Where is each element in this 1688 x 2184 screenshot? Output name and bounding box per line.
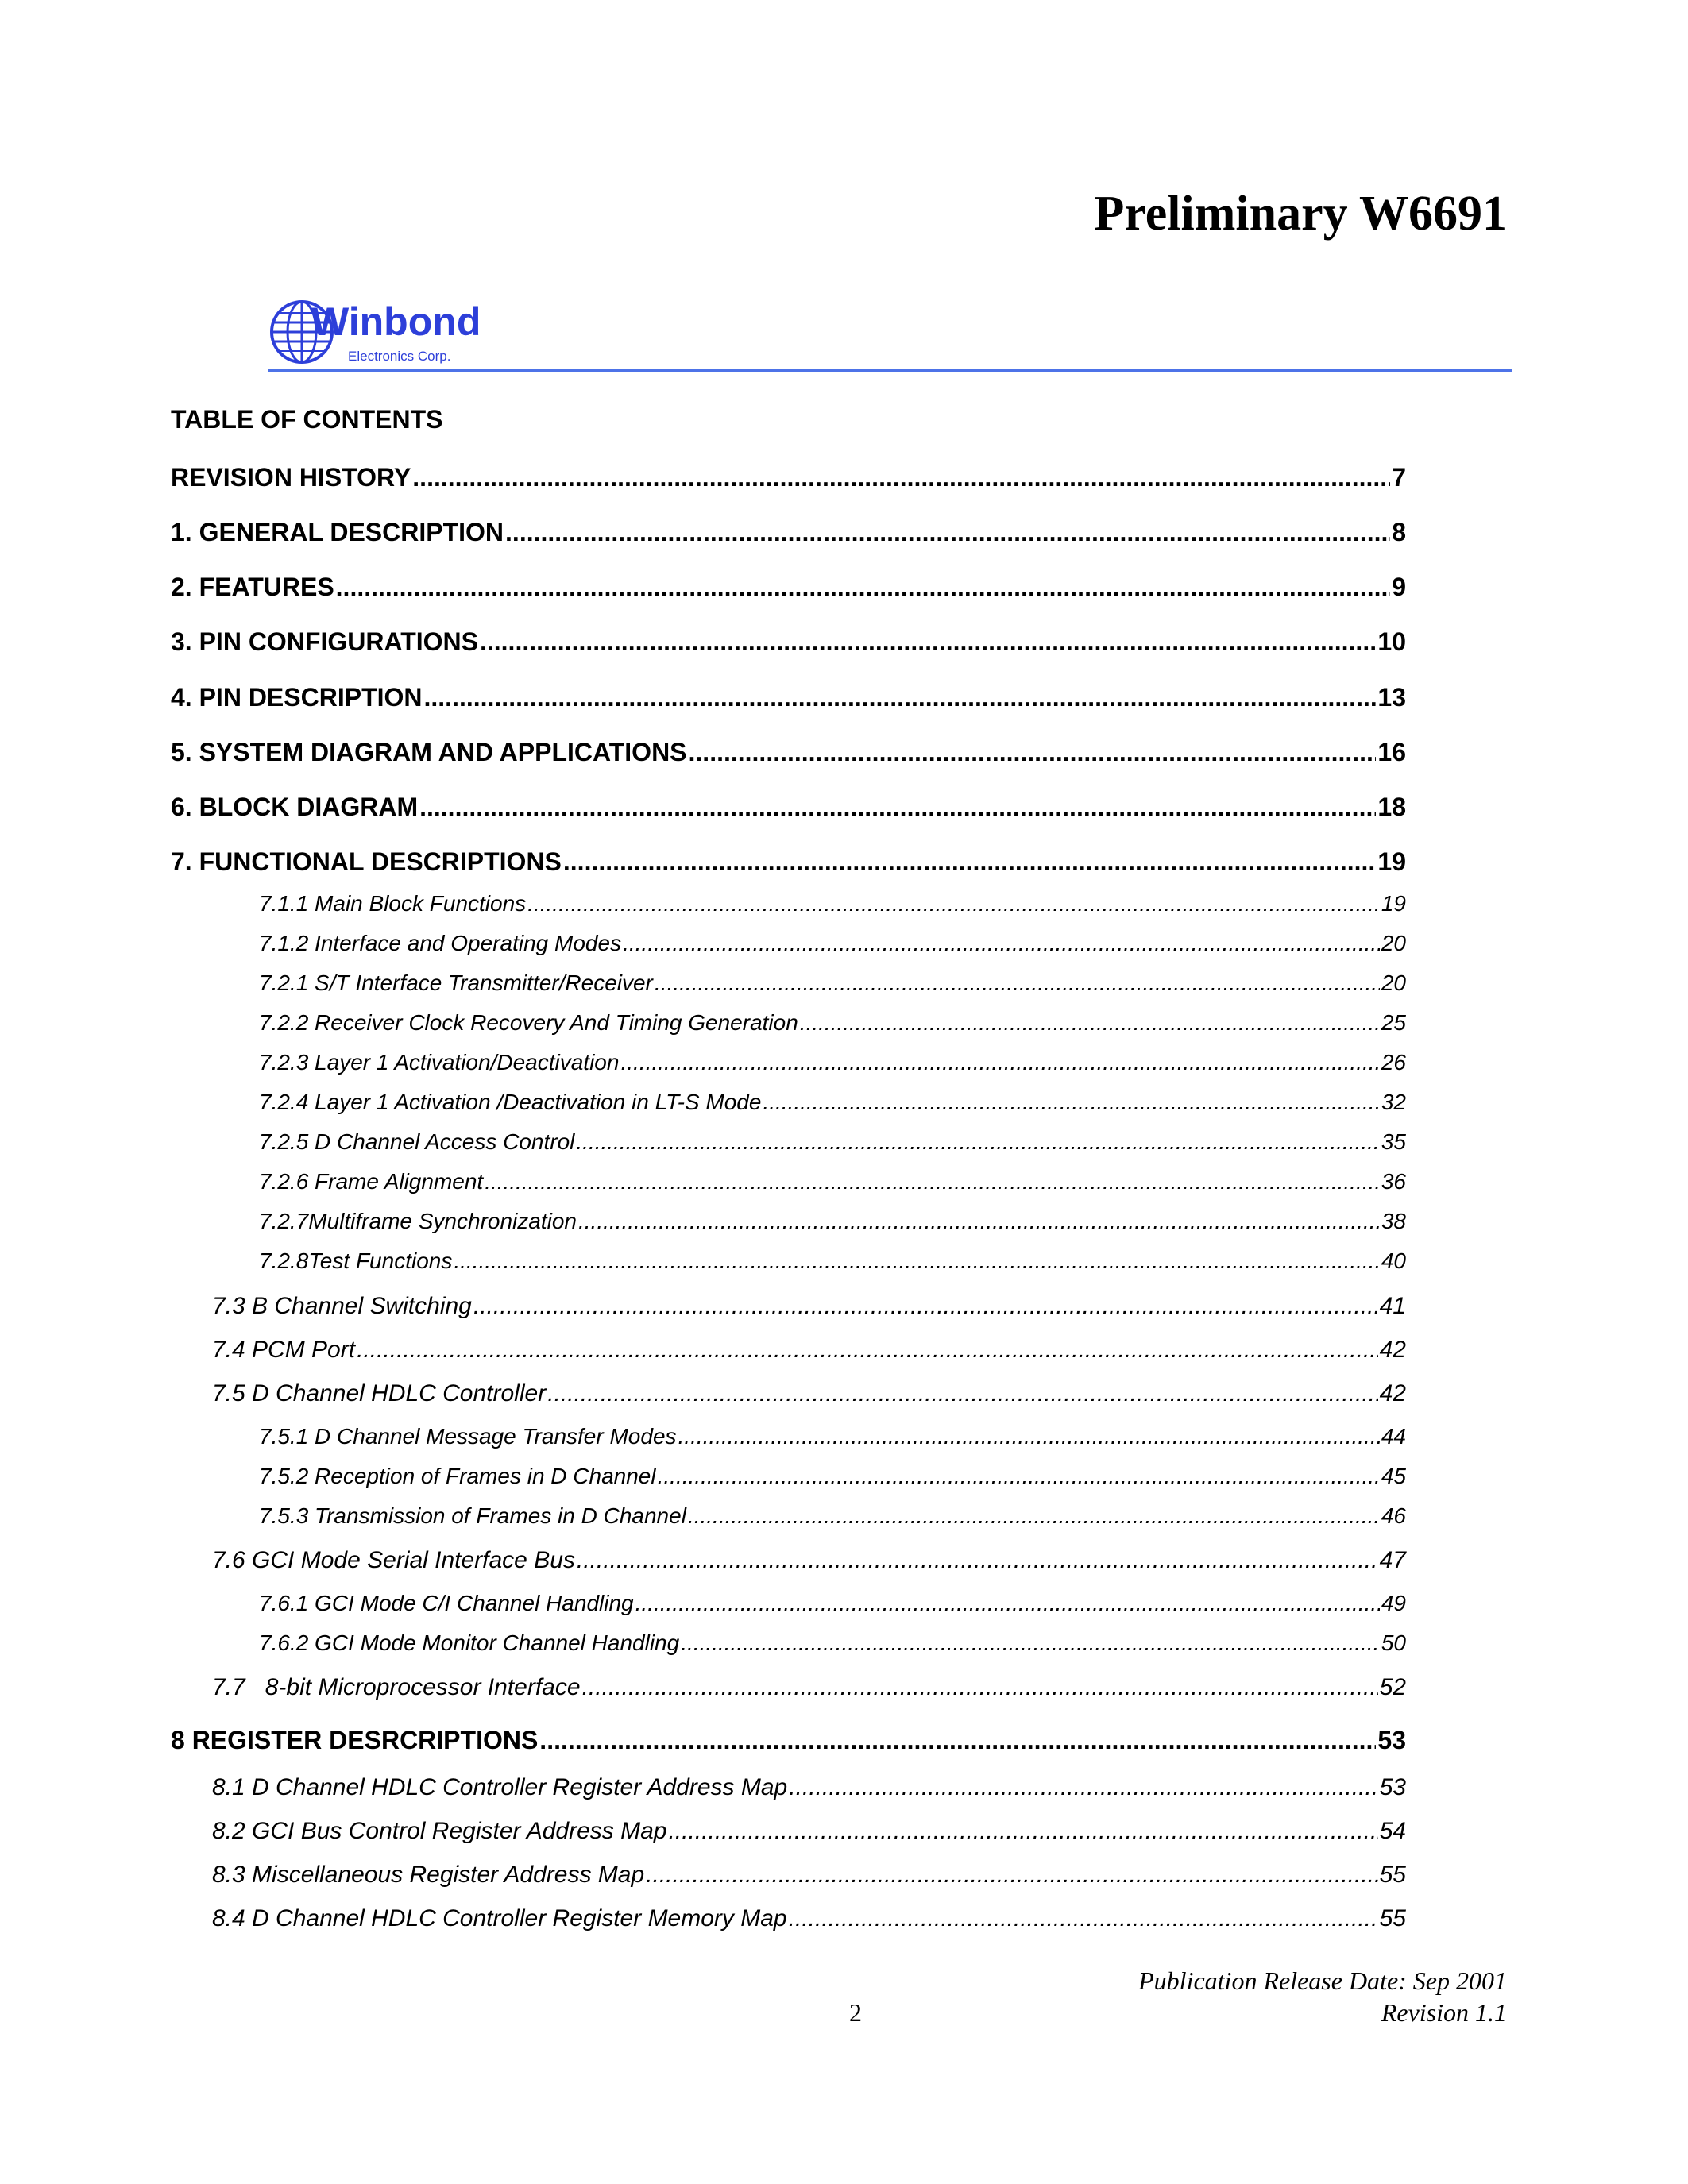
toc-entry-label: 7.4 PCM Port <box>212 1337 356 1363</box>
toc-entry-label: 4. PIN DESCRIPTION <box>171 683 423 712</box>
toc-entry-label: 1. GENERAL DESCRIPTION <box>171 518 504 546</box>
toc-entry-label: 7.5 D Channel HDLC Controller <box>212 1380 547 1406</box>
toc-entry-label: 8.4 D Channel HDLC Controller Register Memory Map <box>212 1905 787 1931</box>
toc-entry-label: 7.2.5 D Channel Access Control <box>259 1129 575 1154</box>
toc-dot-leader <box>336 573 1391 602</box>
toc-entry-label: 8 REGISTER DESRCRIPTIONS <box>171 1726 539 1754</box>
toc-entry-label: 7.2.3 Layer 1 Activation/Deactivation <box>259 1050 620 1075</box>
toc-entry-page: 54 <box>1379 1818 1406 1844</box>
toc-entry-label: 7.2.4 Layer 1 Activation /Deactivation in LT-S Mode <box>259 1090 762 1114</box>
toc-entry[interactable] <box>212 1293 1406 1320</box>
toc-entry[interactable] <box>259 1503 1406 1529</box>
logo-subtitle: Electronics Corp. <box>348 349 451 364</box>
toc-entry-label: 7.2.7Multiframe Synchronization <box>259 1209 577 1233</box>
toc-dot-leader <box>539 1726 1376 1755</box>
toc-entry[interactable] <box>171 463 1406 492</box>
toc-entry-page: 55 <box>1379 1905 1406 1931</box>
toc-dot-leader <box>678 1424 1380 1449</box>
toc-entry-page: 18 <box>1377 793 1406 821</box>
toc-entry-page: 41 <box>1379 1293 1406 1319</box>
toc-entry-label: 7.1.2 Interface and Operating Modes <box>259 931 622 955</box>
toc-entry-page: 26 <box>1381 1050 1406 1075</box>
toc-entry[interactable] <box>259 931 1406 956</box>
toc-dot-leader <box>789 1905 1378 1932</box>
toc-entry-label: 3. PIN CONFIGURATIONS <box>171 627 478 656</box>
toc-entry-label: 6. BLOCK DIAGRAM <box>171 793 419 821</box>
toc-entry-label: 8.1 D Channel HDLC Controller Register Address Map <box>212 1774 788 1800</box>
document-title: Preliminary W6691 <box>1094 187 1507 241</box>
toc-entry-label: 7.2.2 Receiver Clock Recovery And Timing Generation <box>259 1010 798 1035</box>
toc-entry-page: 9 <box>1392 573 1406 601</box>
toc-dot-leader <box>623 931 1380 956</box>
toc-entry[interactable] <box>259 1090 1406 1115</box>
toc-entry-page: 35 <box>1381 1129 1406 1154</box>
toc-entry-page: 44 <box>1381 1424 1406 1449</box>
toc-entry[interactable] <box>171 683 1406 712</box>
toc-entry-label: 7.5.1 D Channel Message Transfer Modes <box>259 1424 677 1449</box>
revision-label: Revision 1.1 <box>1381 1998 1507 2027</box>
toc-entry-label: 2. FEATURES <box>171 573 334 601</box>
toc-entry-label: 7.6.2 GCI Mode Monitor Channel Handling <box>259 1630 680 1655</box>
toc-dot-leader <box>424 683 1377 712</box>
toc-entry[interactable] <box>259 1630 1406 1656</box>
toc-entry[interactable] <box>212 1774 1406 1801</box>
toc-entry[interactable] <box>259 1169 1406 1194</box>
toc-dot-leader <box>454 1248 1380 1274</box>
toc-entry-page: 20 <box>1381 970 1406 995</box>
toc-dot-leader <box>646 1862 1377 1889</box>
logo-wordmark: Winbond <box>311 299 481 344</box>
toc-entry[interactable] <box>259 1424 1406 1449</box>
toc-entry-label: 7.5.3 Transmission of Frames in D Channel <box>259 1503 686 1528</box>
toc-dot-leader <box>689 738 1377 767</box>
toc-entry[interactable] <box>212 1862 1406 1889</box>
toc-entry-label: 5. SYSTEM DIAGRAM AND APPLICATIONS <box>171 738 687 766</box>
toc-dot-leader <box>800 1010 1380 1036</box>
toc-entry-label: 7. FUNCTIONAL DESCRIPTIONS <box>171 847 562 876</box>
toc-entry[interactable] <box>212 1380 1406 1407</box>
toc-entry[interactable] <box>259 1591 1406 1616</box>
toc-entry[interactable] <box>212 1547 1406 1574</box>
toc-entry[interactable] <box>171 518 1406 547</box>
toc-entry-page: 8 <box>1392 518 1406 546</box>
toc-entry-label: REVISION HISTORY <box>171 463 411 492</box>
toc-dot-leader <box>576 1129 1379 1155</box>
toc-dot-leader <box>527 891 1380 916</box>
toc-entry-page: 25 <box>1381 1010 1406 1035</box>
toc-dot-leader <box>658 1464 1380 1489</box>
toc-dot-leader <box>655 970 1380 996</box>
toc-dot-leader <box>357 1337 1378 1364</box>
toc-entry-label: 7.2.1 S/T Interface Transmitter/Receiver <box>259 970 653 995</box>
toc-entry-label: 7.3 B Channel Switching <box>212 1293 472 1319</box>
toc-entry-page: 46 <box>1381 1503 1406 1528</box>
toc-entry-label: 7.2.8Test Functions <box>259 1248 453 1273</box>
toc-entry-page: 42 <box>1379 1380 1406 1406</box>
toc-entry[interactable] <box>259 1050 1406 1075</box>
toc-entry-page: 53 <box>1377 1726 1406 1754</box>
toc-dot-leader <box>668 1818 1377 1845</box>
toc-entry[interactable] <box>171 738 1406 767</box>
toc-entry-page: 50 <box>1381 1630 1406 1655</box>
toc-entry-label: 7.5.2 Reception of Frames in D Channel <box>259 1464 656 1488</box>
toc-entry[interactable] <box>171 573 1406 602</box>
toc-dot-leader <box>473 1293 1378 1320</box>
toc-entry-page: 52 <box>1379 1674 1406 1700</box>
publication-release-date: Publication Release Date: Sep 2001 <box>1138 1966 1507 1995</box>
toc-entry-page: 32 <box>1381 1090 1406 1114</box>
toc-entry-page: 55 <box>1379 1862 1406 1888</box>
toc-entry[interactable] <box>212 1674 1406 1701</box>
toc-entry-label: 7.1.1 Main Block Functions <box>259 891 527 916</box>
toc-dot-leader <box>578 1209 1380 1234</box>
toc-heading: TABLE OF CONTENTS <box>171 405 443 434</box>
toc-entry-label: 8.2 GCI Bus Control Register Address Map <box>212 1818 667 1844</box>
toc-entry[interactable] <box>259 1464 1406 1489</box>
toc-dot-leader <box>582 1674 1378 1701</box>
toc-dot-leader <box>547 1380 1377 1407</box>
toc-entry[interactable] <box>212 1337 1406 1364</box>
toc-entry-label: 7.6.1 GCI Mode C/I Channel Handling <box>259 1591 634 1615</box>
toc-entry-page: 36 <box>1381 1169 1406 1194</box>
toc-entry-label: 8.3 Miscellaneous Register Address Map <box>212 1862 645 1888</box>
toc-entry-label: 7.2.6 Frame Alignment <box>259 1169 484 1194</box>
toc-dot-leader <box>419 793 1376 822</box>
toc-entry[interactable] <box>259 891 1406 916</box>
toc-entry-page: 19 <box>1377 847 1406 876</box>
toc-entry[interactable] <box>259 970 1406 996</box>
toc-entry-label: 7.6 GCI Mode Serial Interface Bus <box>212 1547 575 1573</box>
toc-entry[interactable] <box>171 627 1406 657</box>
toc-dot-leader <box>563 847 1377 877</box>
toc-entry-page: 42 <box>1379 1337 1406 1363</box>
toc-entry-page: 7 <box>1392 463 1406 492</box>
toc-entry-page: 20 <box>1381 931 1406 955</box>
page-number: 2 <box>849 1998 862 2027</box>
toc-dot-leader <box>635 1591 1380 1616</box>
toc-dot-leader <box>620 1050 1379 1075</box>
toc-entry-page: 47 <box>1379 1547 1406 1573</box>
toc-entry[interactable] <box>212 1905 1406 1932</box>
toc-entry[interactable] <box>259 1129 1406 1155</box>
toc-entry[interactable] <box>171 1726 1406 1755</box>
toc-entry[interactable] <box>259 1209 1406 1234</box>
toc-entry-page: 10 <box>1377 627 1406 656</box>
toc-dot-leader <box>577 1547 1378 1574</box>
toc-entry-page: 49 <box>1381 1591 1406 1615</box>
toc-dot-leader <box>688 1503 1380 1529</box>
toc-entry[interactable] <box>171 847 1406 877</box>
toc-entry[interactable] <box>259 1248 1406 1274</box>
toc-dot-leader <box>412 463 1390 492</box>
toc-dot-leader <box>763 1090 1379 1115</box>
toc-entry-page: 38 <box>1381 1209 1406 1233</box>
toc-entry[interactable] <box>171 793 1406 822</box>
toc-entry-page: 45 <box>1381 1464 1406 1488</box>
toc-dot-leader <box>505 518 1390 547</box>
toc-entry-page: 19 <box>1381 891 1406 916</box>
toc-entry-label: 7.7 8-bit Microprocessor Interface <box>212 1674 581 1700</box>
toc-dot-leader <box>681 1630 1380 1656</box>
toc-dot-leader <box>789 1774 1377 1801</box>
toc-entry-page: 13 <box>1377 683 1406 712</box>
toc-entry-page: 40 <box>1381 1248 1406 1273</box>
toc-dot-leader <box>480 627 1376 657</box>
toc-entry[interactable] <box>212 1818 1406 1845</box>
toc-entry-page: 16 <box>1377 738 1406 766</box>
toc-entry[interactable] <box>259 1010 1406 1036</box>
toc-entry-page: 53 <box>1379 1774 1406 1800</box>
toc-dot-leader <box>485 1169 1380 1194</box>
